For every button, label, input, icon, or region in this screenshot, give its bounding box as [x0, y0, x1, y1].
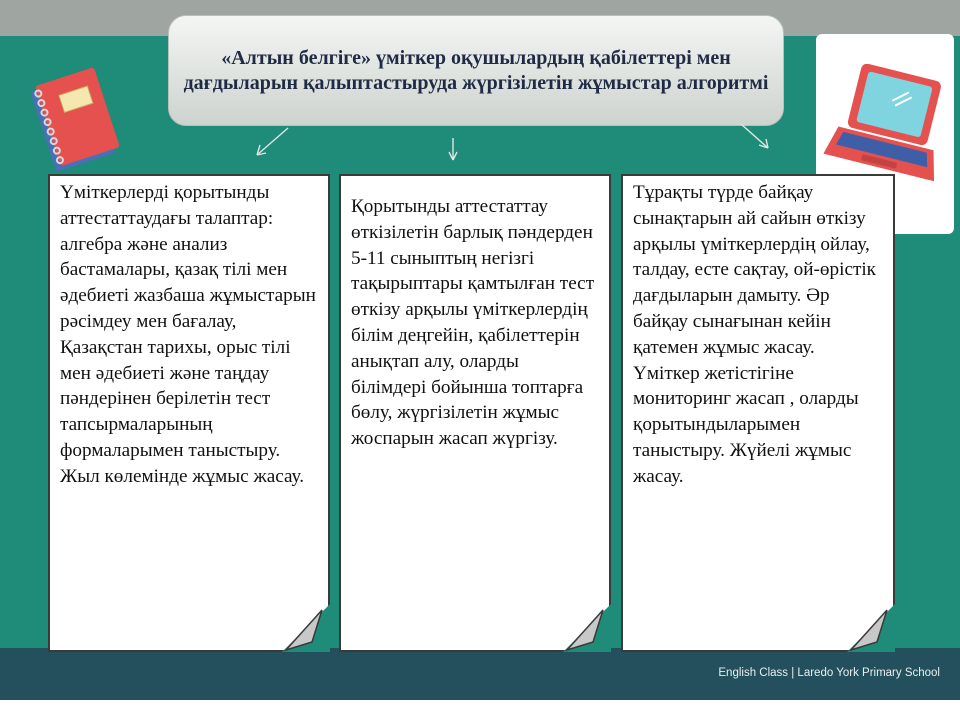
footer-text: English Class | Laredo York Primary School: [718, 667, 940, 679]
info-card-1: [48, 174, 330, 652]
page-curl: [563, 604, 611, 652]
arrow-icon: [741, 124, 768, 148]
page-title: «Алтын белгіге» үміткер оқушылардың қабілеттері мен дағдыларын қалыптастыруда жүргізілетін жұмыстар алгоритмі: [183, 46, 769, 94]
info-card-2: [339, 174, 611, 652]
info-card-3: [621, 174, 895, 652]
card-text: Тұрақты түрде байқау сынақтарын ай сайын өткізу арқылы үміткерлердің ойлау, талдау, есте сақтау, ой-өрістік дағдыларын дамыту. Әр байқау сынағынан кейін қатемен жұмыс жасау. Үміткер жетістігіне мониторинг жасап , оларды қорытындыларымен таныстыру. Жүйелі жұмыс жасау.: [633, 182, 876, 487]
card-text: Қорытынды аттестаттау өткізілетін барлық пәндерден 5-11 сыныптың негізгі тақырыптары қамтылған тест өткізу арқылы үміткерлердің білім деңгейін, қабілеттерін анықтап алу, оларды білімдері бойынша топтарға бөлу, жүргізілетін жұмыс жоспарын жасап жүргізу.: [351, 196, 595, 450]
page-curl: [282, 604, 330, 652]
arrow-icon: [257, 128, 288, 155]
page-curl: [847, 604, 895, 652]
card-text: Үміткерлерді қорытынды аттестаттаудағы талаптар: алгебра және анализ бастамалары, қазақ тілі мен әдебиеті жазбаша жұмыстарын рәсімдеу мен бағалау, Қазақстан тарихы, орыс тілі мен әдебиеті және таңдау пәндерінен берілетін тест тапсырмаларының формаларымен таныстыру. Жыл көлемінде жұмыс жасау.: [60, 182, 316, 487]
